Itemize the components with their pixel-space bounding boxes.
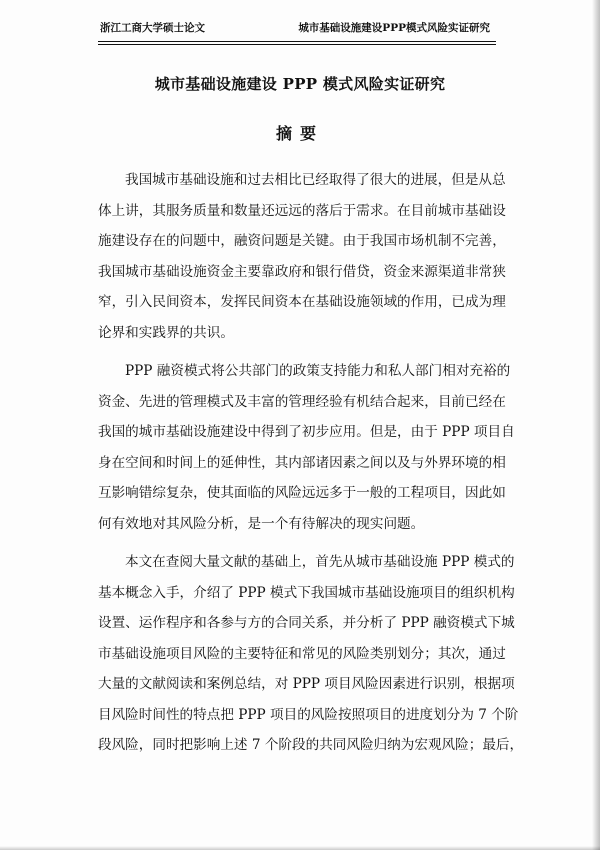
page-title: 城市基础设施建设 PPP 模式风险实证研究 [154, 75, 446, 93]
text-line: 体上讲，其服务质量和数量还远远的落后于需求。在目前城市基础设 [98, 202, 506, 219]
running-header [100, 20, 490, 35]
scan-shadow-bottom [0, 846, 600, 850]
text-line: 我国城市基础设施和过去相比已经取得了很大的进展，但是从总 [125, 172, 506, 188]
text-line: 我国城市基础设施资金主要靠政府和银行借贷，资金来源渠道非常狭 [98, 263, 506, 280]
text-line: 市基础设施项目风险的主要特征和常见的风险类别划分；其次，通过 [98, 645, 506, 662]
text-line: 施建设存在的问题中，融资问题是关键。由于我国市场机制不完善， [98, 233, 506, 249]
text-line: 何有效地对其风险分析，是一个有待解决的现实问题。 [98, 515, 425, 532]
text-line: 段风险，同时把影响上述 7 个阶段的共同风险归纳为宏观风险；最后， [98, 737, 524, 753]
paragraph-3 [98, 547, 524, 761]
abstract-body [98, 165, 524, 761]
text-line: 互影响错综复杂，使其面临的风险远远多于一般的工程项目，因此如 [98, 485, 506, 501]
scan-shadow-right [592, 0, 600, 850]
text-line: 身在空间和时间上的延伸性，其内部诸因素之间以及与外界环境的相 [98, 454, 506, 471]
header-rule-thin [98, 44, 496, 45]
text-line: 基本概念入手，介绍了 PPP 模式下我国城市基础设施项目的组织机构 [98, 584, 515, 601]
paragraph-1 [98, 165, 508, 348]
header-rule [98, 41, 496, 42]
paragraph-2 [98, 356, 515, 539]
text-line: 本文在查阅大量文献的基础上，首先从城市基础设施 PPP 模式的 [125, 554, 515, 570]
text-line: 窄，引入民间资本，发挥民间资本在基础设施领域的作用，已成为理 [98, 294, 506, 310]
text-line: 论界和实践界的共识。 [98, 324, 234, 341]
text-line: PPP 融资模式将公共部门的政策支持能力和私人部门相对充裕的 [125, 363, 511, 379]
text-line: 设置、运作程序和各参与方的合同关系，并分析了 PPP 融资模式下城 [98, 615, 515, 631]
abstract-heading: 摘要 [275, 124, 324, 143]
text-line: 大量的文献阅读和案例总结，对 PPP 项目风险因素进行识别，根据项 [98, 676, 515, 692]
text-line: 目风险时间性的特点把 PPP 项目的风险按照项目的进度划分为 7 个阶 [98, 706, 519, 723]
header-thesis-title: 城市基础设施建设PPP模式风险实证研究 [298, 22, 490, 34]
text-line: 我国的城市基础设施建设中得到了初步应用。但是，由于 PPP 项目自 [98, 424, 515, 440]
header-university: 浙江工商大学硕士论文 [100, 22, 205, 34]
text-line: 资金、先进的管理模式及丰富的管理经验有机结合起来，目前已经在 [98, 393, 506, 410]
